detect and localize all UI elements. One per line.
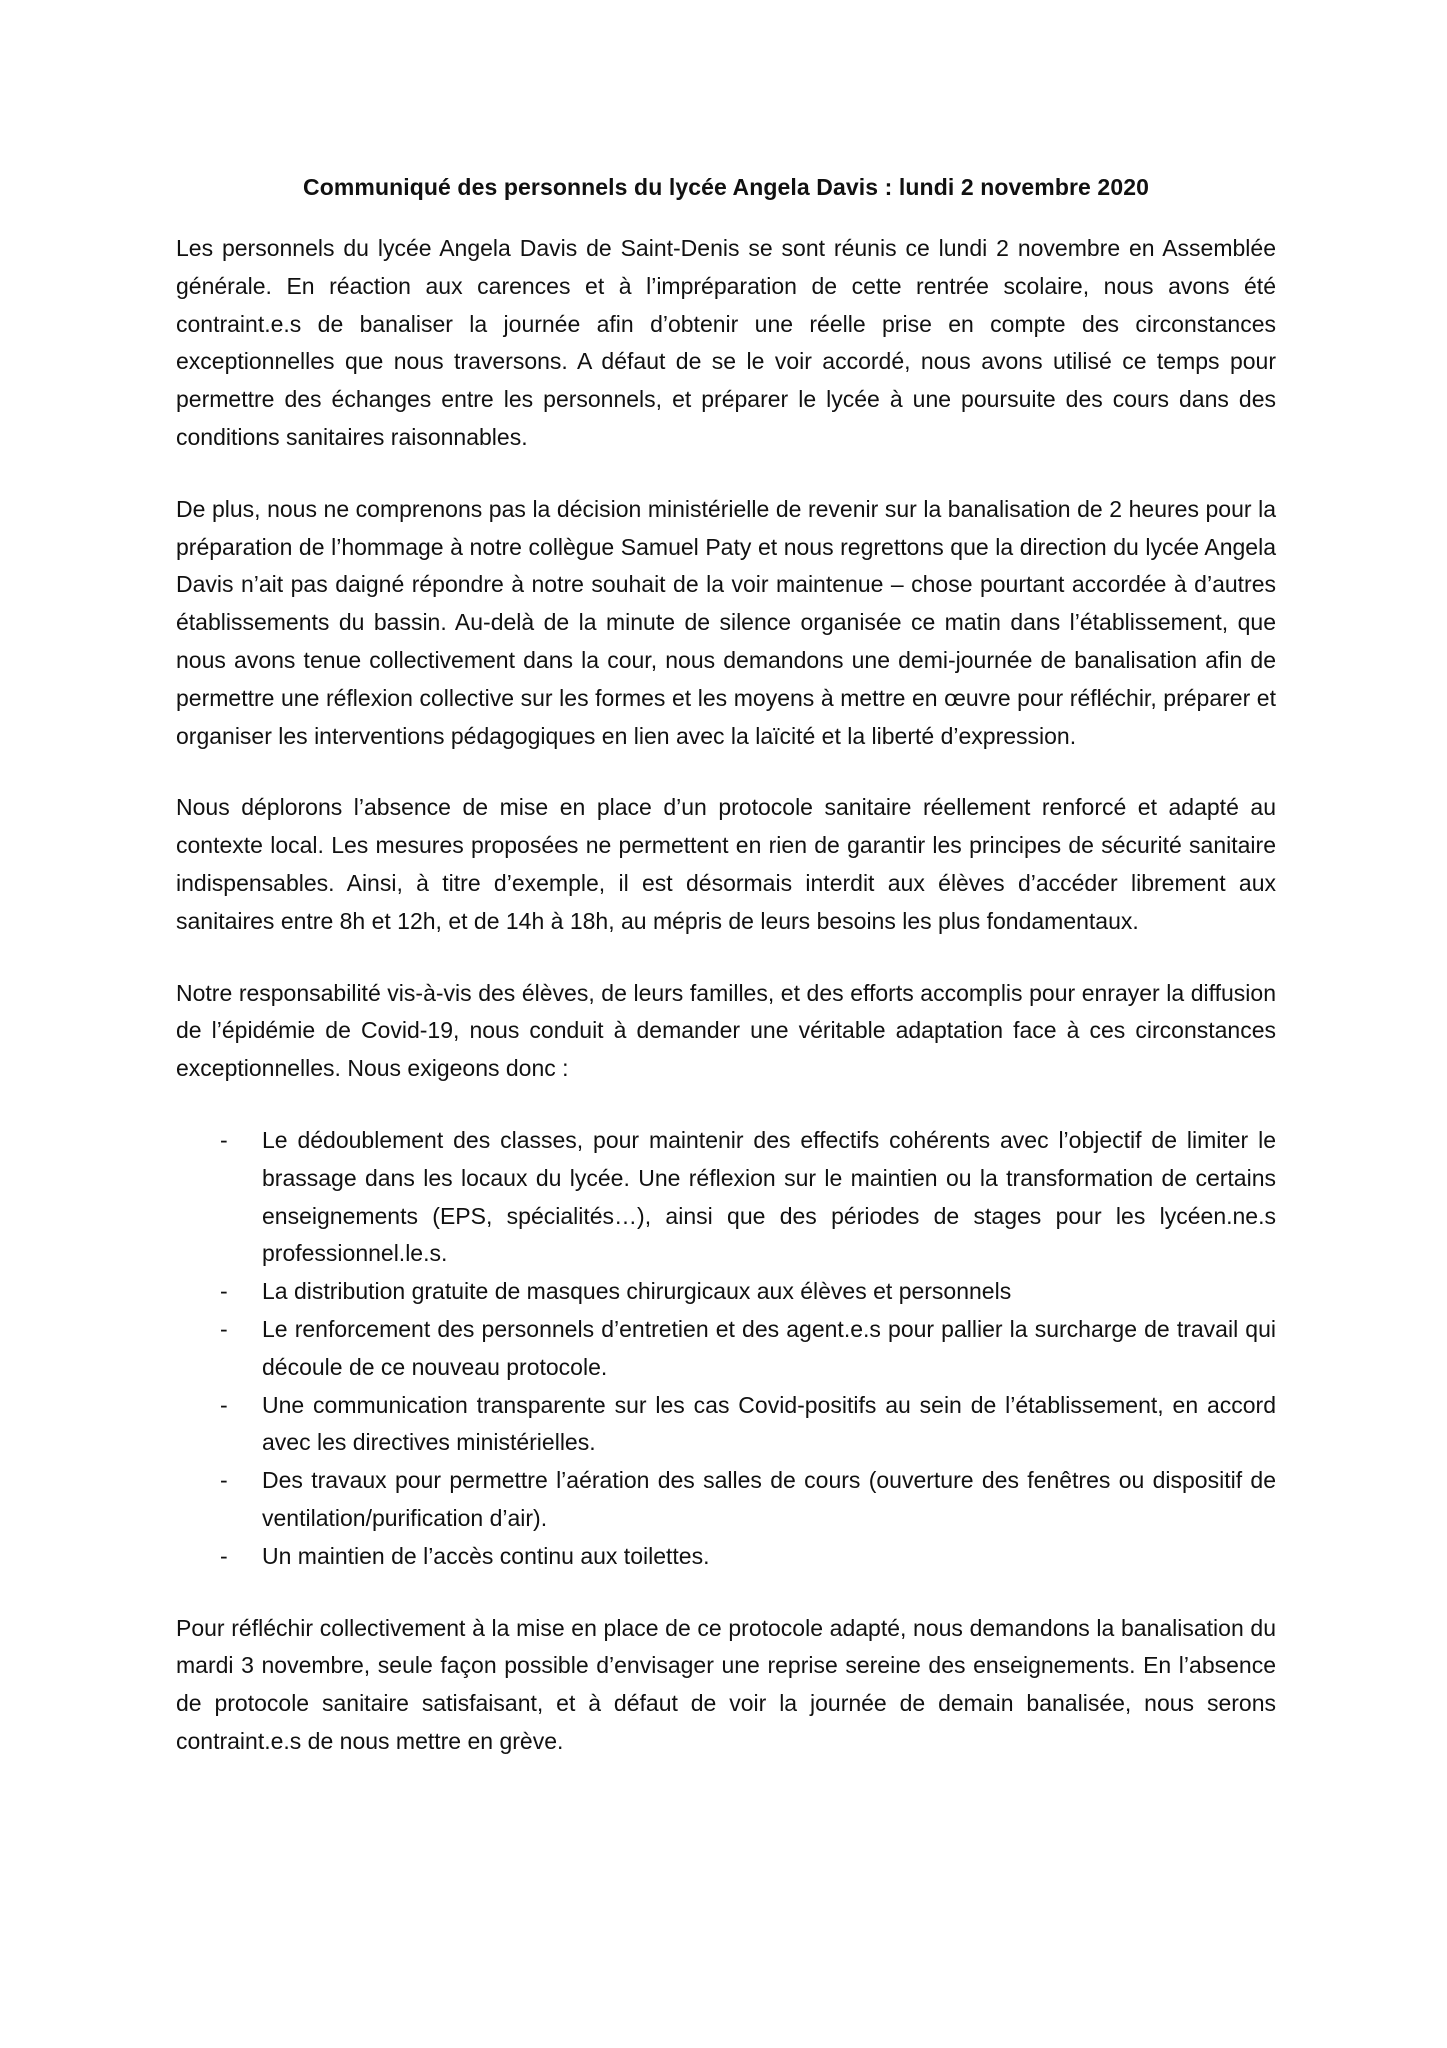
bullet-dash: - <box>220 1391 228 1418</box>
bullet-dash: - <box>220 1542 228 1569</box>
list-item <box>176 1273 1276 1311</box>
document-title: Communiqué des personnels du lycée Angela Davis : lundi 2 novembre 2020 <box>303 174 1149 200</box>
list-item <box>176 1387 1276 1463</box>
demand-text: Le dédoublement des classes, pour maintenir des effectifs cohérents avec l’objectif de limiter le brassage dans les locaux du lycée. Une réflexion sur le maintien ou la transformation de certains enseignements (EPS, spécialités…), ainsi que des périodes de stages pour les lycéen.ne.s professionnel.le.s. <box>262 1126 1276 1267</box>
demand-text: Une communication transparente sur les cas Covid-positifs au sein de l’établissement, en accord avec les directives ministérielles. <box>262 1391 1276 1456</box>
demand-text: Des travaux pour permettre l’aération des salles de cours (ouverture des fenêtres ou dispositif de ventilation/purification d’air). <box>262 1467 1276 1531</box>
bullet-dash: - <box>220 1126 228 1153</box>
demand-text: Un maintien de l’accès continu aux toilettes. <box>262 1542 710 1569</box>
bullet-dash: - <box>220 1278 228 1305</box>
paragraph-closing: Pour réfléchir collectivement à la mise en place de ce protocole adapté, nous demandons la banalisation du mardi 3 novembre, seule façon possible d’envisager une reprise sereine des enseignements. En l’absence de protocole sanitaire satisfaisant, et à défaut de voir la journée de demain banalisée, nous serons contraint.e.s de nous mettre en grève. <box>176 1614 1276 1754</box>
bullet-dash: - <box>220 1315 228 1342</box>
demands-list <box>176 1122 1276 1576</box>
bullet-dash: - <box>220 1467 228 1494</box>
demand-text: La distribution gratuite de masques chirurgicaux aux élèves et personnels <box>262 1278 1012 1305</box>
list-item <box>176 1538 1276 1576</box>
list-item <box>176 1311 1276 1387</box>
paragraph-tribute: De plus, nous ne comprenons pas la décision ministérielle de revenir sur la banalisation de 2 heures pour la préparation de l’hommage à notre collègue Samuel Paty et nous regrettons que la direction du lycée Angela Davis n’ait pas daigné répondre à notre souhait de la voir maintenue – chose pourtant accordée à d’autres établissements du bassin. Au-delà de la minute de silence organisée ce matin dans l’établissement, que nous avons tenue collectivement dans la cour, nous demandons une demi-journée de banalisation afin de permettre une réflexion collective sur les formes et les moyens à mettre en œuvre pour réfléchir, préparer et organiser les interventions pédagogiques en lien avec la laïcité et la liberté d’expression. <box>176 495 1276 749</box>
document-page <box>176 170 1276 1795</box>
demand-text: Le renforcement des personnels d’entretien et des agent.e.s pour pallier la surcharge de travail qui découle de ce nouveau protocole. <box>262 1315 1276 1380</box>
paragraph-assembly: Les personnels du lycée Angela Davis de Saint-Denis se sont réunis ce lundi 2 novembre en Assemblée générale. En réaction aux carences et à l’impréparation de cette rentrée scolaire, nous avons été contraint.e.s de banaliser la journée afin d’obtenir une réelle prise en compte des circonstances exceptionnelles que nous traversons. A défaut de se le voir accordé, nous avons utilisé ce temps pour permettre des échanges entre les personnels, et préparer le lycée à une poursuite des cours dans des conditions sanitaires raisonnables. <box>176 235 1276 450</box>
paragraph-demands-intro: Notre responsabilité vis-à-vis des élèves, de leurs familles, et des efforts accomplis pour enrayer la diffusion de l’épidémie de Covid-19, nous conduit à demander une véritable adaptation face à ces circonstances exceptionnelles. Nous exigeons donc : <box>176 979 1276 1082</box>
list-item <box>176 1122 1276 1273</box>
list-item <box>176 1462 1276 1538</box>
paragraph-sanitary-protocol: Nous déplorons l’absence de mise en place d’un protocole sanitaire réellement renforcé et adapté au contexte local. Les mesures proposées ne permettent en rien de garantir les principes de sécurité sanitaire indispensables. Ainsi, à titre d’exemple, il est désormais interdit aux élèves d’accéder librement aux sanitaires entre 8h et 12h, et de 14h à 18h, au mépris de leurs besoins les plus fondamentaux. <box>176 794 1276 934</box>
